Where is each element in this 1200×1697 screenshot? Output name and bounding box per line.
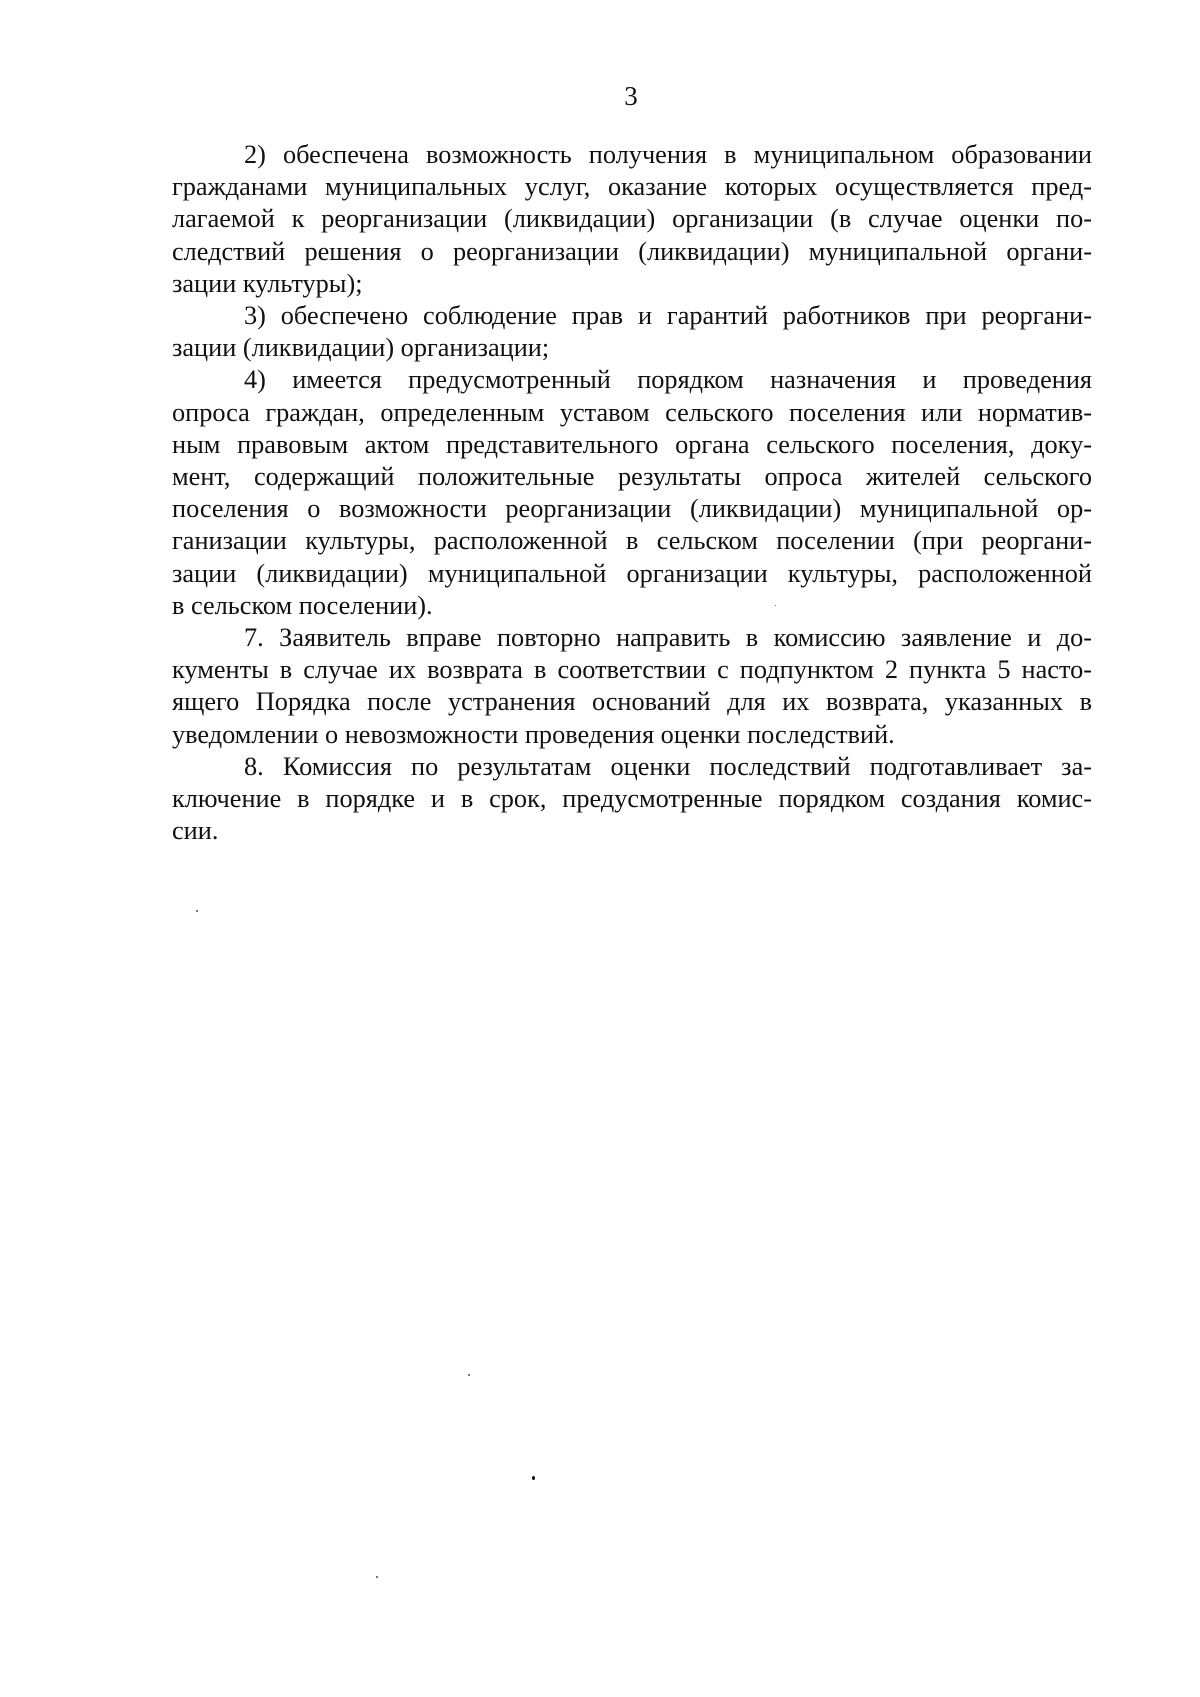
paragraph-point-8	[172, 751, 1092, 848]
scan-speck	[532, 1476, 535, 1480]
scan-speck	[775, 605, 776, 606]
text-line: ящего Порядка после устранения оснований для их возврата, указанных в	[172, 687, 1092, 717]
text-line: ным правовым актом представительного органа сельского поселения, доку-	[172, 429, 1092, 459]
text-line: в сельском поселении).	[172, 590, 433, 620]
text-line: 7. Заявитель вправе повторно направить в комиссию заявление и до-	[244, 623, 1092, 653]
scan-speck	[196, 910, 198, 912]
text-line: лагаемой к реорганизации (ликвидации) организации (в случае оценки по-	[172, 204, 1092, 234]
text-line: поселения о возможности реорганизации (ликвидации) муниципальной ор-	[172, 494, 1092, 524]
text-line: 8. Комиссия по результатам оценки последствий подготавливает за-	[244, 751, 1092, 781]
text-line: зации культуры);	[172, 268, 363, 298]
text-line: гражданами муниципальных услуг, оказание которых осуществляется пред-	[172, 172, 1092, 202]
scan-speck	[468, 1374, 470, 1376]
text-line: 2) обеспечена возможность получения в муниципальном образовании	[244, 140, 1092, 169]
text-line: кументы в случае их возврата в соответствии с подпунктом 2 пункта 5 насто-	[172, 655, 1092, 685]
scan-speck	[376, 1576, 378, 1578]
page-number: 3	[624, 81, 638, 111]
text-line: сии.	[172, 816, 219, 846]
text-line: ключение в порядке и в срок, предусмотренные порядком создания комис-	[172, 784, 1092, 814]
paragraph-item-4	[172, 364, 1092, 622]
text-line: ганизации культуры, расположенной в сельском поселении (при реоргани-	[172, 526, 1092, 556]
text-line: 4) имеется предусмотренный порядком назначения и проведения	[244, 365, 1092, 395]
text-line: опроса граждан, определенным уставом сельского поселения или норматив-	[172, 397, 1092, 427]
text-line: следствий решения о реорганизации (ликвидации) муниципальной органи-	[172, 236, 1092, 266]
body-text	[172, 139, 1092, 847]
paragraph-point-7	[172, 622, 1092, 751]
text-line: 3) обеспечено соблюдение прав и гарантий работников при реоргани-	[244, 301, 1092, 331]
text-line: уведомлении о невозможности проведения оценки последствий.	[172, 719, 895, 749]
text-line: зации (ликвидации) муниципальной организации культуры, расположенной	[172, 558, 1092, 588]
paragraph-item-3	[172, 300, 1092, 364]
text-line: зации (ликвидации) организации;	[172, 333, 550, 363]
text-line: мент, содержащий положительные результаты опроса жителей сельского	[172, 462, 1092, 492]
paragraph-item-2	[172, 139, 1092, 300]
